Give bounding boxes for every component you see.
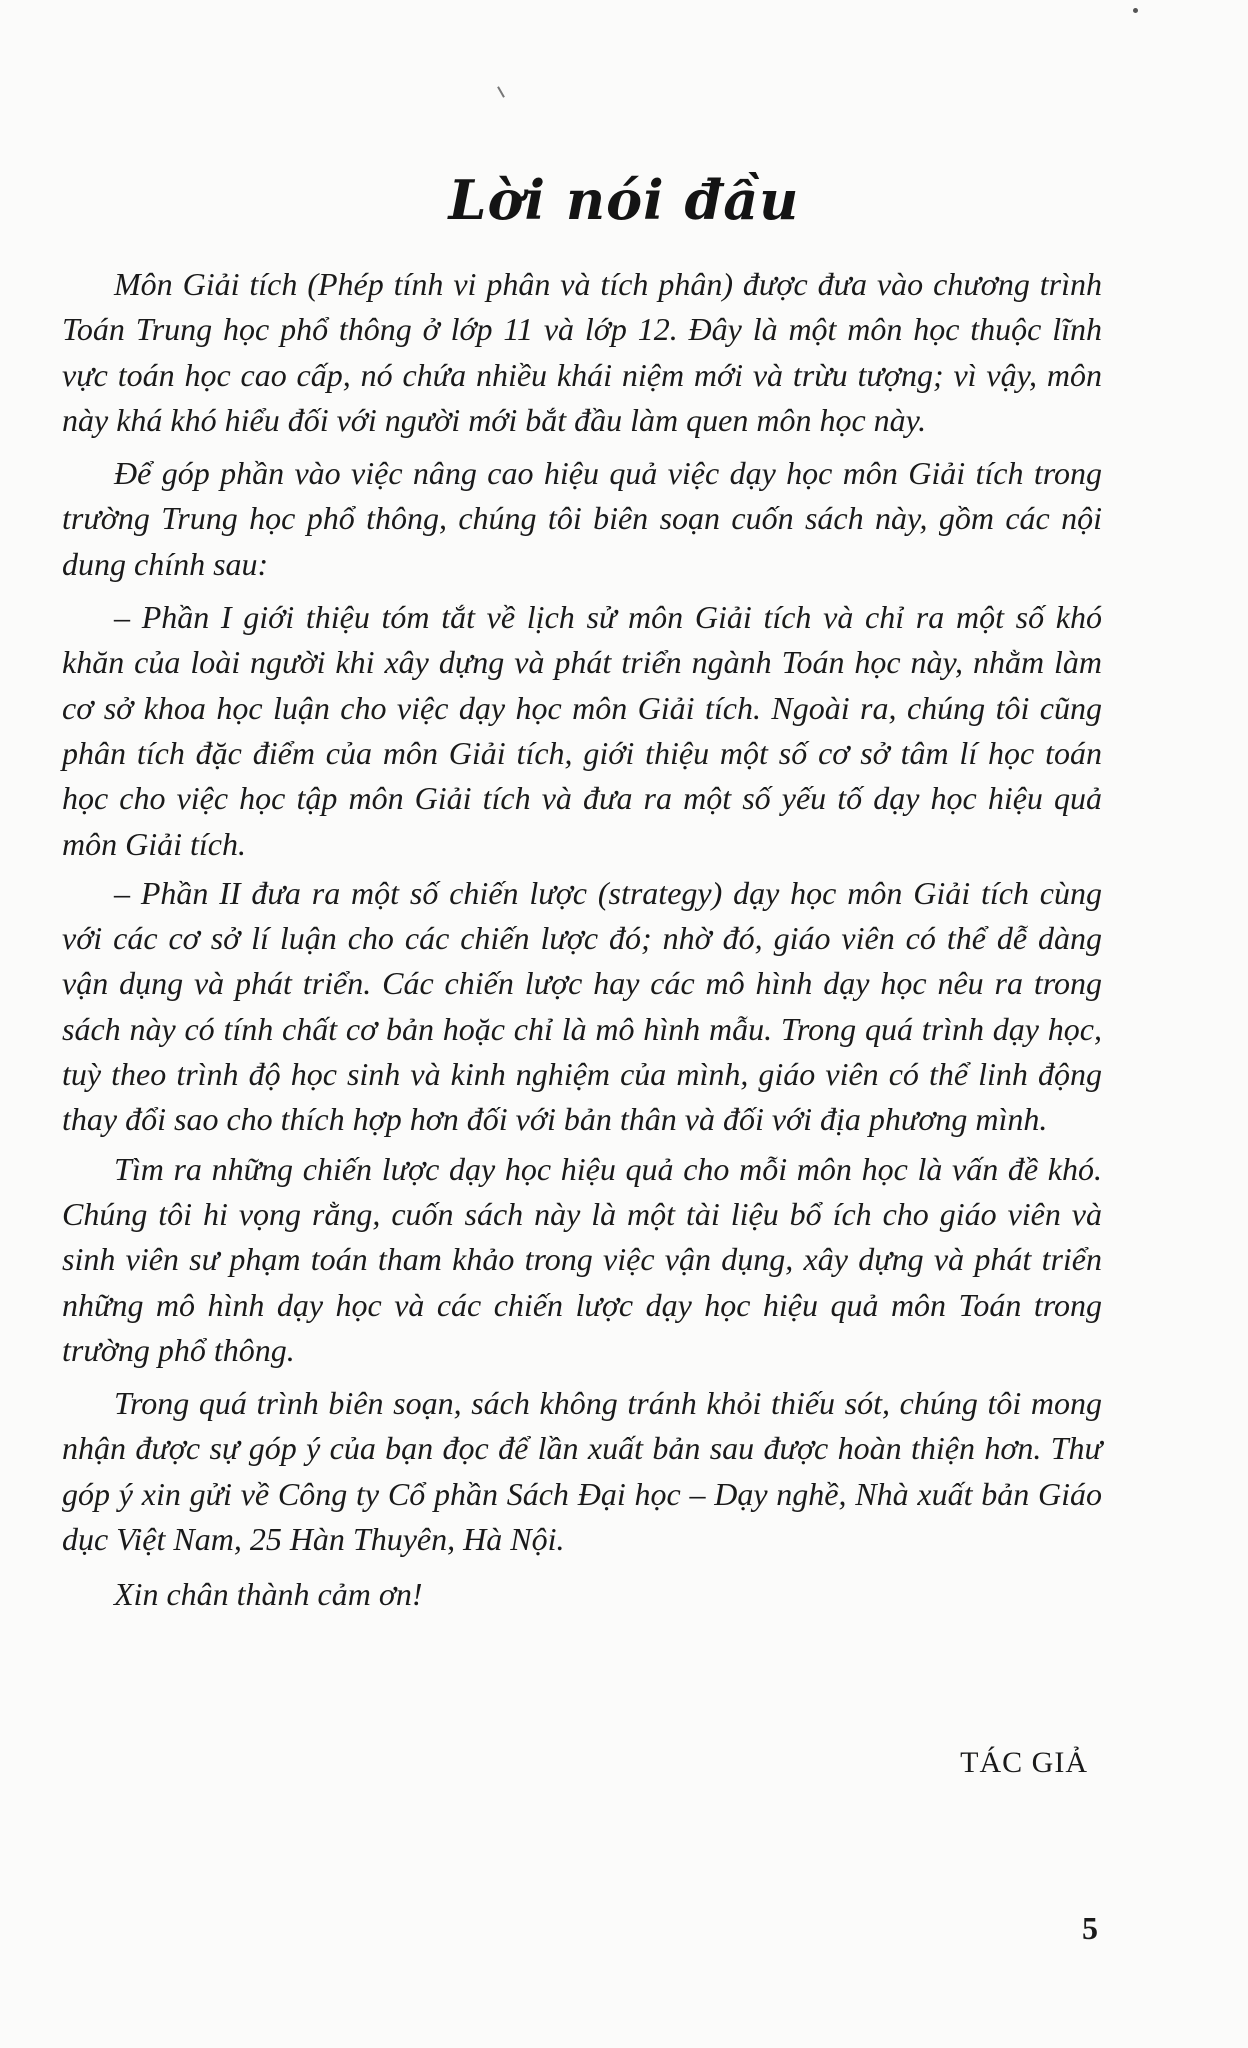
- paragraph-part-one: – Phần I giới thiệu tóm tắt về lịch sử môn Giải tích và chỉ ra một số khó khăn của loài người khi xây dựng và phát triển ngành Toán học này, nhằm làm cơ sở khoa học luận cho việc dạy học môn Giải tích. Ngoài ra, chúng tôi cũng phân tích đặc điểm của môn Giải tích, giới thiệu một số cơ sở tâm lí học toán học cho việc học tập môn Giải tích và đưa ra một số yếu tố dạy học hiệu quả môn Giải tích.: [62, 599, 1102, 862]
- paragraph-part-two: – Phần II đưa ra một số chiến lược (strategy) dạy học môn Giải tích cùng với các cơ sở lí luận cho các chiến lược đó; nhờ đó, giáo viên có thể dễ dàng vận dụng và phát triển. Các chiến lược hay các mô hình dạy học nêu ra trong sách này có tính chất cơ bản hoặc chỉ là mô hình mẫu. Trong quá trình dạy học, tuỳ theo trình độ học sinh và kinh nghiệm của mình, giáo viên có thể linh động thay đổi sao cho thích hợp hơn đối với bản thân và đối với địa phương mình.: [62, 874, 1102, 1138]
- page-title: Lời nói đầu: [448, 168, 800, 232]
- paragraph-thanks: Xin chân thành cảm ơn!: [114, 1576, 423, 1613]
- corner-speck: [1133, 8, 1138, 13]
- paragraph-hope: Tìm ra những chiến lược dạy học hiệu quả cho mỗi môn học là vấn đề khó. Chúng tôi hi vọng rằng, cuốn sách này là một tài liệu bổ ích cho giáo viên và sinh viên sư phạm toán tham khảo trong việc vận dụng, xây dựng và phát triển những mô hình dạy học và các chiến lược dạy học hiệu quả môn Toán trong trường phổ thông.: [62, 1150, 1102, 1368]
- preface-body: [62, 262, 1102, 1626]
- page-number: 5: [1082, 1910, 1098, 1946]
- paragraph-feedback: Trong quá trình biên soạn, sách không tránh khỏi thiếu sót, chúng tôi mong nhận được sự góp ý của bạn đọc để lần xuất bản sau được hoàn thiện hơn. Thư góp ý xin gửi về Công ty Cổ phần Sách Đại học – Dạy nghề, Nhà xuất bản Giáo dục Việt Nam, 25 Hàn Thuyên, Hà Nội.: [62, 1385, 1102, 1558]
- author-signature: TÁC GIẢ: [960, 1746, 1088, 1779]
- stray-ink-mark: [497, 86, 505, 97]
- paragraph-intro: Môn Giải tích (Phép tính vi phân và tích phân) được đưa vào chương trình Toán Trung học phổ thông ở lớp 11 và lớp 12. Đây là một môn học thuộc lĩnh vực toán học cao cấp, nó chứa nhiều khái niệm mới và trừu tượng; vì vậy, môn này khá khó hiểu đối với người mới bắt đầu làm quen môn học này.: [62, 266, 1102, 438]
- paragraph-purpose: Để góp phần vào việc nâng cao hiệu quả việc dạy học môn Giải tích trong trường Trung học phổ thông, chúng tôi biên soạn cuốn sách này, gồm các nội dung chính sau:: [62, 455, 1102, 582]
